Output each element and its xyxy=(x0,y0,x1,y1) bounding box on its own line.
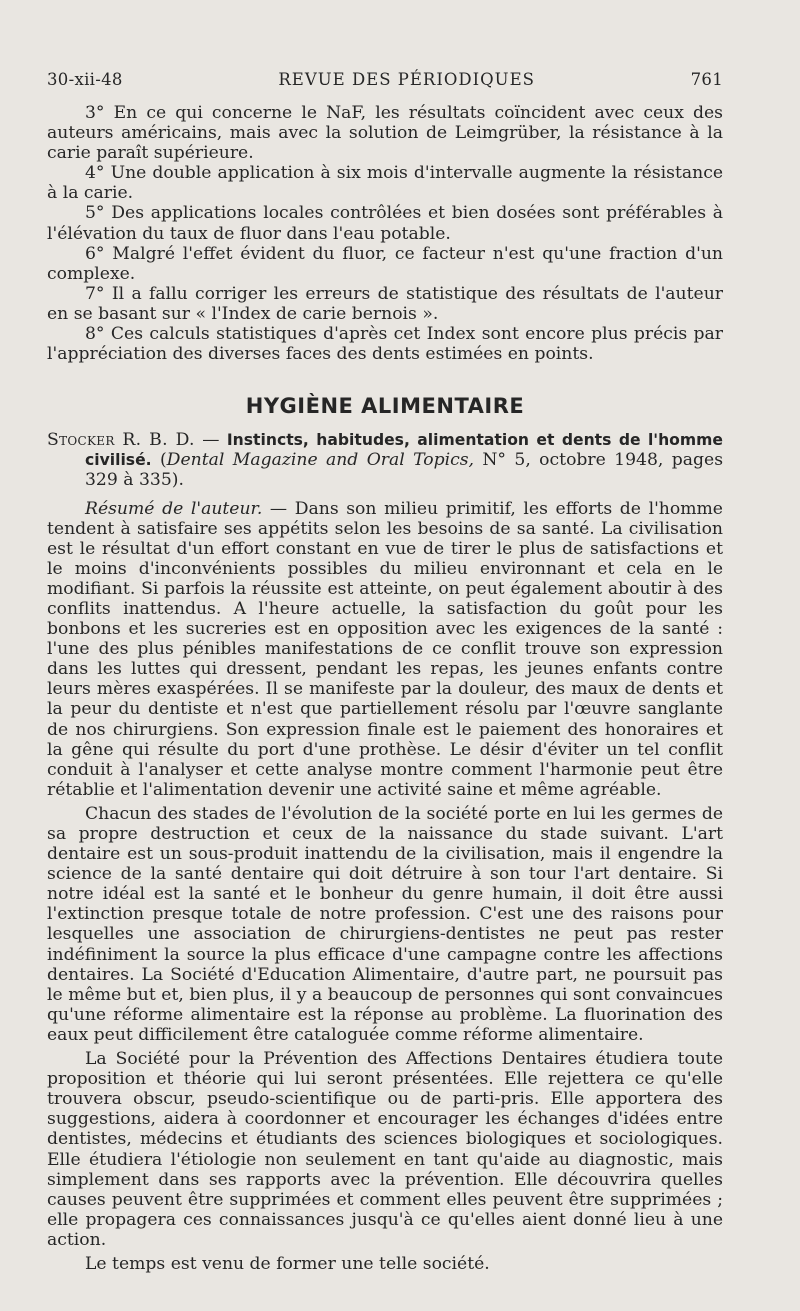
abstract-label: Résumé de l'auteur. xyxy=(85,498,263,519)
section-heading: HYGIÈNE ALIMENTAIRE xyxy=(245,394,525,419)
abstract-paragraph: Le temps est venu de former une telle société. xyxy=(85,1253,490,1274)
citation-details: N° 5, octobre 1948, pages 329 à 335). xyxy=(85,450,724,491)
abstract-first-text: — Dans son milieu primitif, les efforts de l'homme tendent à satisfaire ses appétits selon les besoins de sa santé. La civilisation est le résultat d'un effort constant en vue de tirer le plus de satisfactions et le moins d'inconvénients possibles du milieu environnant et cela en le modifiant. Si parfois la réussite est atteinte, on peut également aboutir à des conflits inattendus. A l'heure actuelle, la satisfaction du goût pour les bonbons et les sucreries est en opposition avec les exigences de la santé : l'une des plus pénibles manifestations de ce conflit trouve son expression dans les luttes qui dressent, pendant les repas, les jeunes enfants contre leurs mères exaspérées. Il se manifeste par la douleur, des maux de dents et la peur du dentiste et n'est que partiellement résolu par l'œuvre sanglante de nos chirurgiens. Son expression finale est le paiement des honoraires et la gêne qui résulte du port d'une prothèse. Le désir d'éviter un tel conflit conduit à l'analyser et cette analyse montre comment l'harmonie peut être rétablie et l'alimentation devenir une activité saine et même agréable. xyxy=(47,498,723,800)
list-item: 4° Une double application à six mois d'intervalle augmente la résistance à la carie. xyxy=(47,163,723,204)
article-citation xyxy=(47,430,723,490)
list-item: 6° Malgré l'effet évident du fluor, ce facteur n'est qu'une fraction d'un complexe. xyxy=(47,243,723,284)
list-item: 8° Ces calculs statistiques d'après cet Index sont encore plus précis par l'appréciation des diverses faces des dents estimées en points. xyxy=(47,324,723,365)
citation-author: Stocker R. B. D. xyxy=(47,430,195,451)
citation-journal: Dental Magazine and Oral Topics, xyxy=(166,450,475,471)
citation-dash: — xyxy=(194,430,227,451)
citation-open-paren: ( xyxy=(151,450,167,471)
header-date: 30-xii-48 xyxy=(47,70,123,89)
list-item: 5° Des applications locales contrôlées et bien dosées sont préférables à l'élévation du taux de fluor dans l'eau potable. xyxy=(47,203,723,244)
abstract-paragraph xyxy=(47,499,723,800)
list-item: 7° Il a fallu corriger les erreurs de statistique des résultats de l'auteur en se basant sur « l'Index de carie bernois ». xyxy=(47,283,723,324)
list-item: 3° En ce qui concerne le NaF, les résultats coïncident avec ceux des auteurs américains, mais avec la solution de Leimgrüber, la résistance à la carie paraît supérieure. xyxy=(47,103,723,164)
conclusions-list xyxy=(47,103,723,364)
abstract-paragraph: Chacun des stades de l'évolution de la société porte en lui les germes de sa propre destruction et ceux de la naissance du stade suivant. L'art dentaire est un sous-produit inattendu de la civilisation, mais il engendre la science de la santé dentaire qui doit détruire à son tour l'art dentaire. Si notre idéal est la santé et le bonheur du genre humain, il doit être aussi l'extinction presque totale de notre profession. C'est une des raisons pour lesquelles une association de chirurgiens-dentistes ne peut pas rester indéfiniment la source la plus efficace d'une campagne contre les affections dentaires. La Société d'Education Alimentaire, d'autre part, ne poursuit pas le même but et, bien plus, il y a beaucoup de personnes qui sont convaincues qu'une réforme alimentaire est la réponse au problème. La fluorination des eaux peut difficilement être cataloguée comme réforme alimentaire. xyxy=(47,803,723,1045)
header-journal-title: REVUE DES PÉRIODIQUES xyxy=(278,70,535,89)
abstract-paragraph: La Société pour la Prévention des Affections Dentaires étudiera toute proposition et théorie qui lui seront présentées. Elle rejettera ce qu'elle trouvera obscur, pseudo-scientifique ou de parti-pris. Elle apportera des suggestions, aidera à coordonner et encourager les échanges d'idées entre dentistes, médecins et étudiants des sciences biologiques et sociologiques. Elle étudiera l'étiologie non seulement en tant qu'aide au diagnostic, mais simplement dans ses rapports avec la prévention. Elle découvrira quelles causes peuvent être supprimées et comment elles peuvent être supprimées ; elle propagera ces connaissances jusqu'à ce qu'elles aient donné lieu à une action. xyxy=(47,1049,723,1250)
citation-title: Instincts, habitudes, alimentation et dents de l'homme civilisé. xyxy=(85,431,723,470)
header-page-number: 761 xyxy=(690,70,723,89)
running-header xyxy=(47,70,723,89)
document-page xyxy=(47,70,723,1274)
